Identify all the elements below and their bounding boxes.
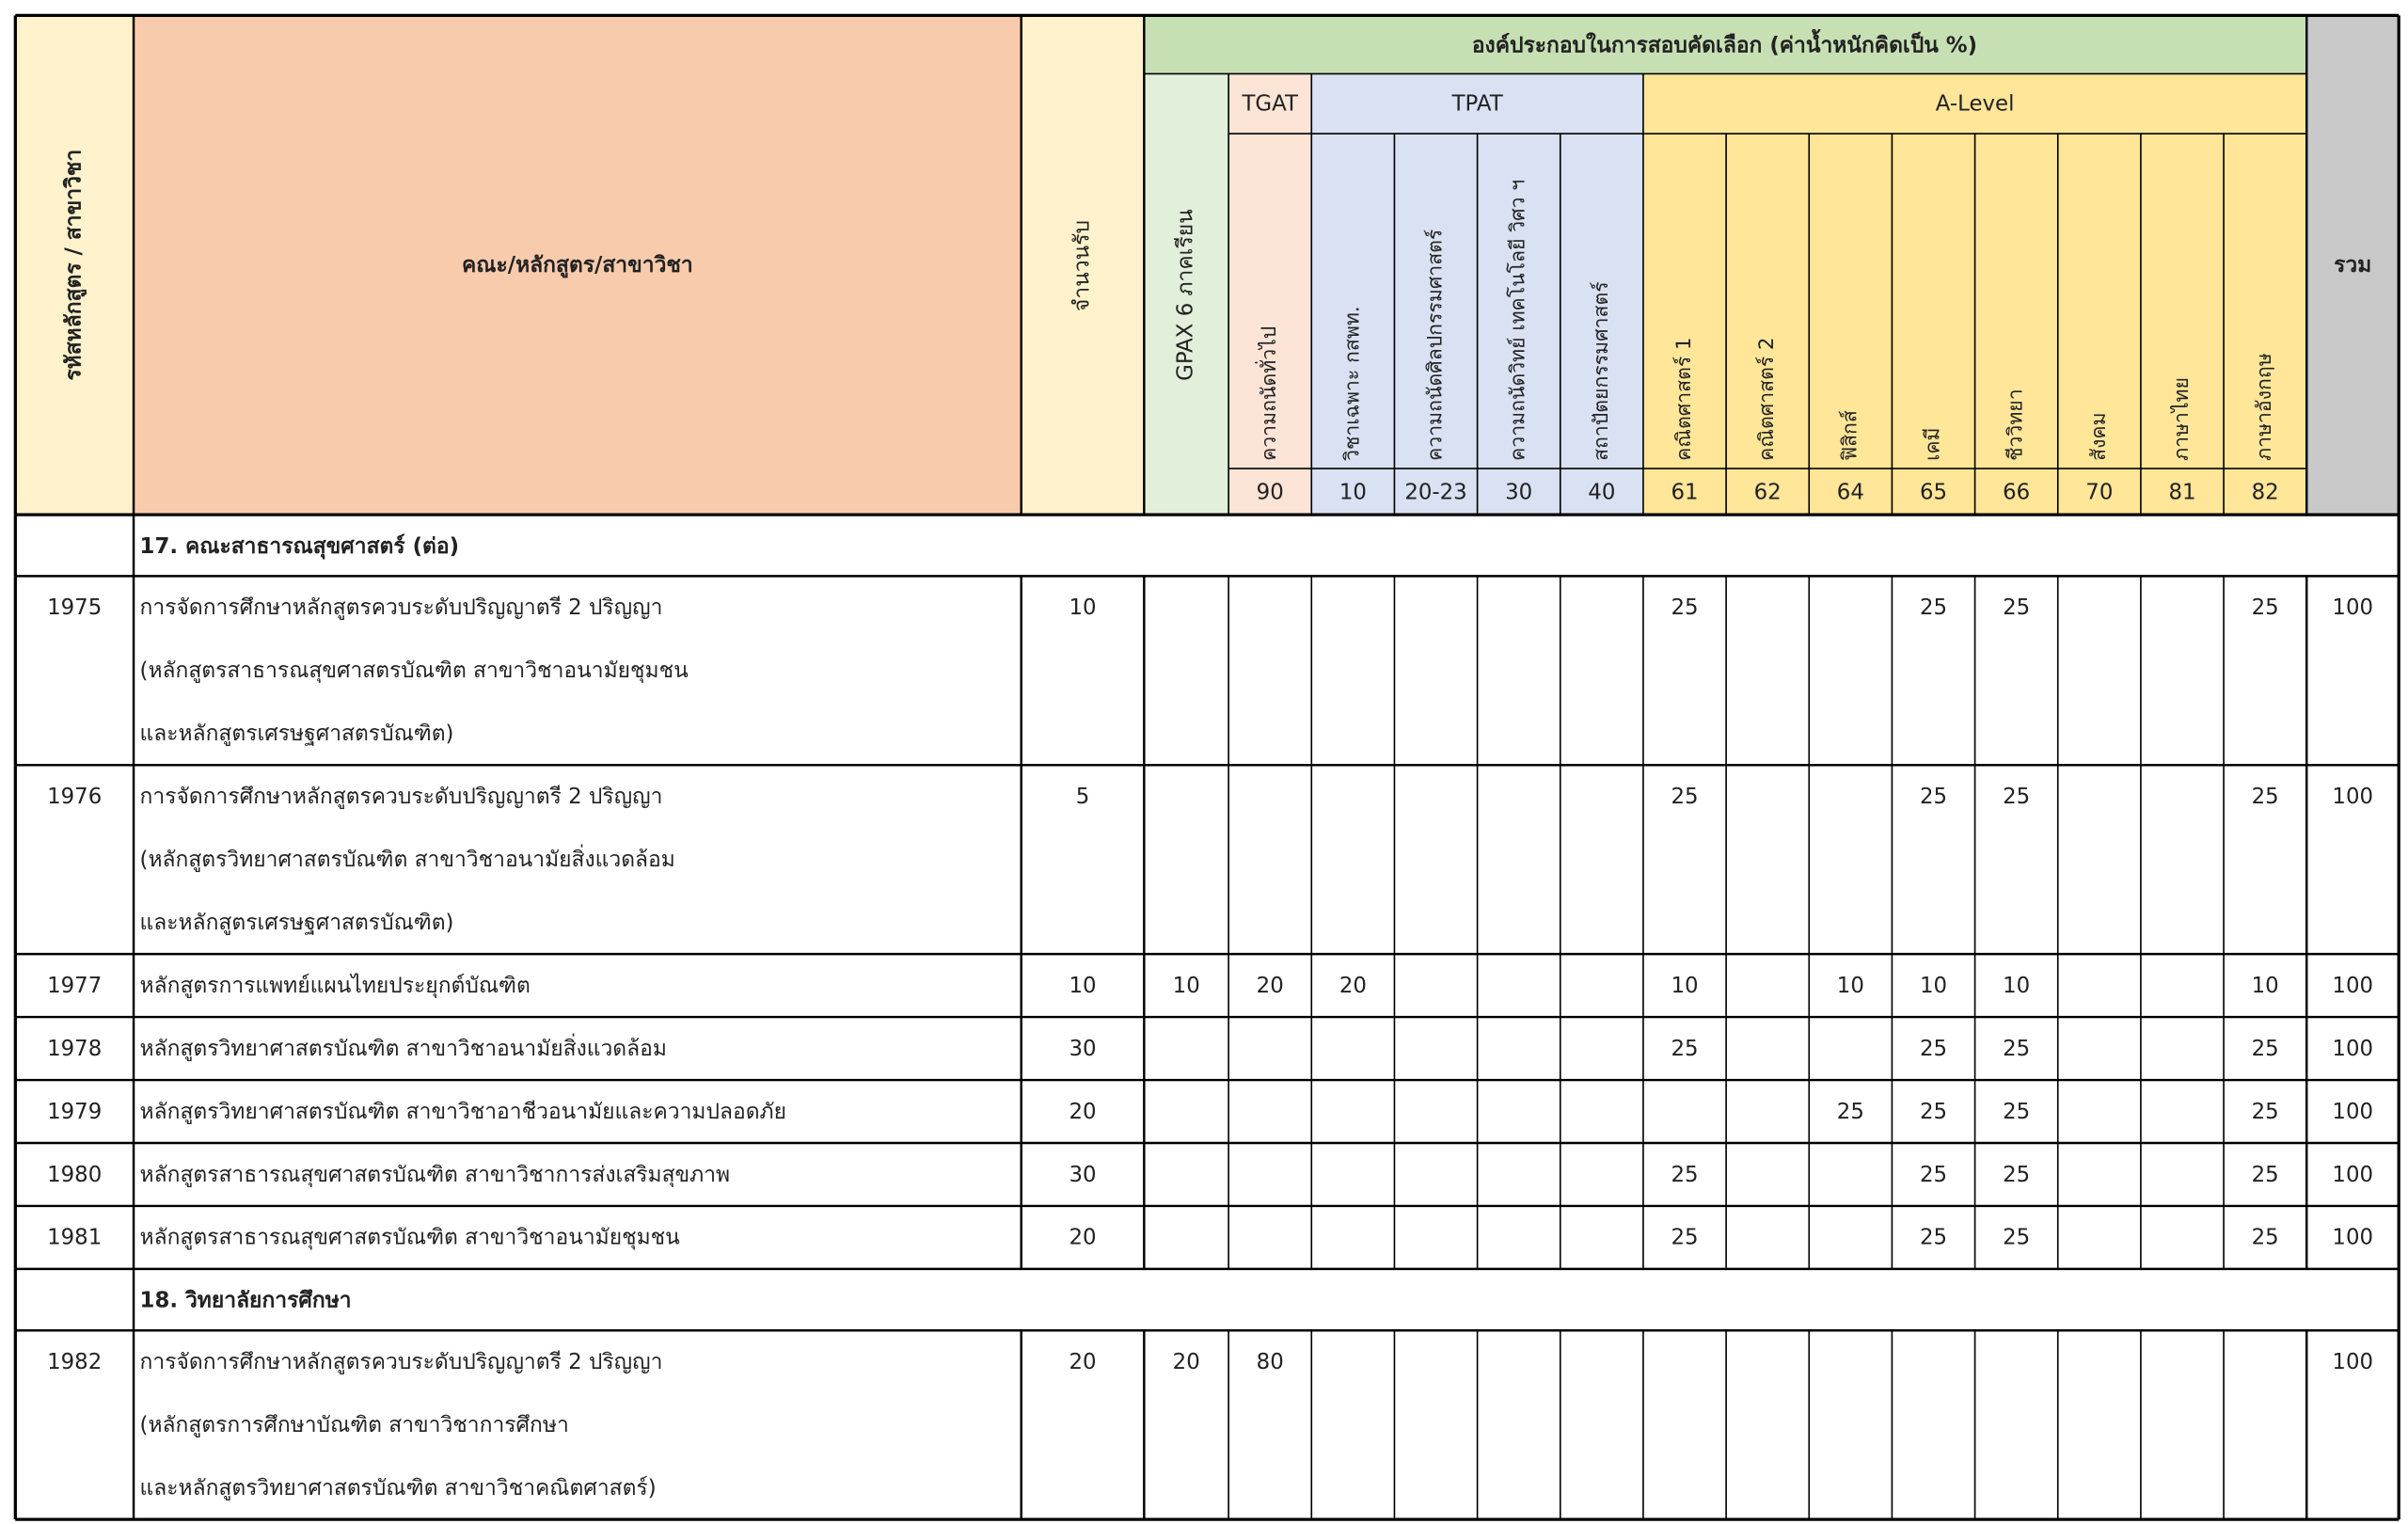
total-weight: 100 [2332, 595, 2374, 621]
subject-code: 20-23 [1404, 480, 1467, 505]
program-code: 1975 [47, 595, 103, 621]
subject-code: 82 [2251, 480, 2279, 505]
subject-weight: 25 [2003, 1036, 2031, 1061]
subject-weight: 25 [2003, 1099, 2031, 1124]
program-code: 1980 [47, 1162, 103, 1187]
subject-weight: 25 [1671, 1036, 1699, 1061]
program-name-line: การจัดการศึกษาหลักสูตรควบระดับปริญญาตรี 2 ปริญญา [139, 785, 663, 810]
total-weight: 100 [2332, 1350, 2374, 1375]
total-weight: 100 [2332, 1162, 2374, 1187]
subject-code: 40 [1588, 480, 1616, 505]
subject-code: 90 [1256, 480, 1284, 505]
total-weight: 100 [2332, 973, 2374, 998]
total-weight: 100 [2332, 1099, 2374, 1124]
subject-weight: 25 [2251, 785, 2279, 810]
subject-weight: 20 [1339, 973, 1367, 998]
subject-code: 30 [1505, 480, 1533, 505]
subject-name: ภาษาไทย [2169, 377, 2194, 461]
subject-weight: 10 [1919, 973, 1948, 998]
program-name-line: หลักสูตรสาธารณสุขศาสตรบัณฑิต สาขาวิชาอนามัยชุมชน [139, 1225, 680, 1250]
subject-weight: 25 [1671, 785, 1699, 810]
subject-code: 66 [2003, 480, 2031, 505]
program-code: 1976 [47, 785, 103, 810]
subject-weight: 25 [2003, 1162, 2031, 1187]
subject-name: ความถนัดวิทย์ เทคโนโลยี วิศว ฯ [1506, 179, 1530, 461]
program-code: 1977 [47, 973, 103, 998]
subject-name: สังคม [2086, 412, 2111, 461]
program-header: คณะ/หลักสูตร/สาขาวิชา [462, 253, 693, 278]
program-name-line: (หลักสูตรสาธารณสุขศาสตรบัณฑิต สาขาวิชาอนามัยชุมชน [139, 659, 689, 684]
total-header: รวม [2334, 253, 2372, 278]
subject-weight: 25 [2251, 1162, 2279, 1187]
seats-value: 10 [1069, 973, 1097, 998]
seats-value: 5 [1075, 785, 1090, 810]
program-name-line: การจัดการศึกษาหลักสูตรควบระดับปริญญาตรี 2 ปริญญา [139, 1350, 663, 1375]
total-weight: 100 [2332, 785, 2374, 810]
program-name-line: หลักสูตรสาธารณสุขศาสตรบัณฑิต สาขาวิชาการส่งเสริมสุขภาพ [139, 1162, 731, 1187]
program-name-line: และหลักสูตรวิทยาศาสตรบัณฑิต สาขาวิชาคณิตศาสตร์) [139, 1475, 657, 1500]
program-name-line: (หลักสูตรวิทยาศาสตรบัณฑิต สาขาวิชาอนามัยสิ่งแวดล้อม [139, 848, 675, 873]
subject-code: 10 [1339, 480, 1367, 505]
subject-code: 62 [1753, 480, 1782, 505]
components-header: องค์ประกอบในการสอบคัดเลือก (ค่าน้ำหนักคิดเป็น %) [1471, 33, 1978, 58]
program-name-line: และหลักสูตรเศรษฐศาสตรบัณฑิต) [139, 722, 454, 747]
subject-weight: 10 [1671, 973, 1699, 998]
gpax-weight: 20 [1172, 1350, 1200, 1375]
subject-name: คณิตศาสตร์ 2 [1755, 337, 1780, 461]
subject-name: เคมี [1921, 427, 1945, 461]
tpat-header: TPAT [1451, 91, 1503, 117]
subject-weight: 25 [1836, 1099, 1864, 1124]
subject-weight: 10 [2003, 973, 2031, 998]
subject-code: 81 [2168, 480, 2196, 505]
seats-value: 30 [1069, 1162, 1097, 1187]
subject-name: ความถนัดทั่วไป [1258, 325, 1282, 461]
subject-weight: 25 [2251, 595, 2279, 621]
total-weight: 100 [2332, 1036, 2374, 1061]
subject-weight: 25 [1919, 1099, 1948, 1124]
program-name-line: หลักสูตรวิทยาศาสตรบัณฑิต สาขาวิชาอาชีวอนามัยและความปลอดภัย [139, 1099, 786, 1124]
program-name-line: การจัดการศึกษาหลักสูตรควบระดับปริญญาตรี 2 ปริญญา [139, 595, 663, 621]
seats-value: 10 [1069, 595, 1097, 621]
subject-name: ชีววิทยา [2004, 389, 2028, 461]
subject-weight: 25 [1671, 1162, 1699, 1187]
program-name-line: (หลักสูตรการศึกษาบัณฑิต สาขาวิชาการศึกษา [139, 1412, 569, 1437]
subject-name: คณิตศาสตร์ 1 [1672, 337, 1697, 461]
section-title: 17. คณะสาธารณสุขศาสตร์ (ต่อ) [139, 533, 460, 559]
subject-name: ฟิสิกส์ [1838, 410, 1862, 461]
subject-name: วิชาเฉพาะ กสพท. [1340, 306, 1365, 461]
seats-value: 20 [1069, 1350, 1097, 1375]
subject-name: สถาปัตยกรรมศาสตร์ [1589, 281, 1613, 461]
subject-weight: 25 [1671, 595, 1699, 621]
subject-weight: 25 [2003, 1225, 2031, 1250]
subject-weight: 10 [1836, 973, 1864, 998]
seats-value: 30 [1069, 1036, 1097, 1061]
subject-weight: 25 [1919, 1162, 1948, 1187]
tgat-header: TGAT [1242, 91, 1298, 117]
program-code: 1979 [47, 1099, 103, 1124]
program-code: 1982 [47, 1350, 103, 1375]
subject-weight: 25 [2251, 1225, 2279, 1250]
total-weight: 100 [2332, 1225, 2374, 1250]
subject-weight: 80 [1256, 1350, 1284, 1375]
gpax-weight: 10 [1172, 973, 1200, 998]
alevel-header: A-Level [1935, 91, 2015, 117]
subject-weight: 25 [1919, 1036, 1948, 1061]
subject-weight: 25 [2251, 1099, 2279, 1124]
subject-weight: 25 [1919, 1225, 1948, 1250]
subject-code: 65 [1919, 480, 1948, 505]
subject-weight: 25 [1671, 1225, 1699, 1250]
seats-value: 20 [1069, 1225, 1097, 1250]
program-code: 1981 [47, 1225, 103, 1250]
program-name-line: และหลักสูตรเศรษฐศาสตรบัณฑิต) [139, 910, 454, 935]
subject-code: 70 [2085, 480, 2114, 505]
seats-value: 20 [1069, 1099, 1097, 1124]
subject-name: ภาษาอังกฤษ [2253, 353, 2277, 461]
program-name-line: หลักสูตรการแพทย์แผนไทยประยุกต์บัณฑิต [139, 973, 531, 998]
program-code: 1978 [47, 1036, 103, 1061]
program-name-line: หลักสูตรวิทยาศาสตรบัณฑิต สาขาวิชาอนามัยสิ่งแวดล้อม [139, 1036, 667, 1061]
code-header: รหัสหลักสูตร / สาขาวิชา [61, 149, 87, 381]
subject-weight: 10 [2251, 973, 2279, 998]
subject-name: ความถนัดศิลปกรรมศาสตร์ [1423, 229, 1448, 461]
subject-code: 61 [1671, 480, 1699, 505]
section-title: 18. วิทยาลัยการศึกษา [139, 1288, 352, 1313]
subject-weight: 25 [1919, 785, 1948, 810]
subject-code: 64 [1836, 480, 1864, 505]
subject-weight: 25 [2003, 785, 2031, 810]
subject-weight: 25 [2003, 595, 2031, 621]
subject-weight: 25 [1919, 595, 1948, 621]
subject-weight: 20 [1256, 973, 1284, 998]
gpax-header: GPAX 6 ภาคเรียน [1173, 209, 1198, 381]
subject-weight: 25 [2251, 1036, 2279, 1061]
seats-header: จำนวนรับ [1069, 219, 1095, 312]
